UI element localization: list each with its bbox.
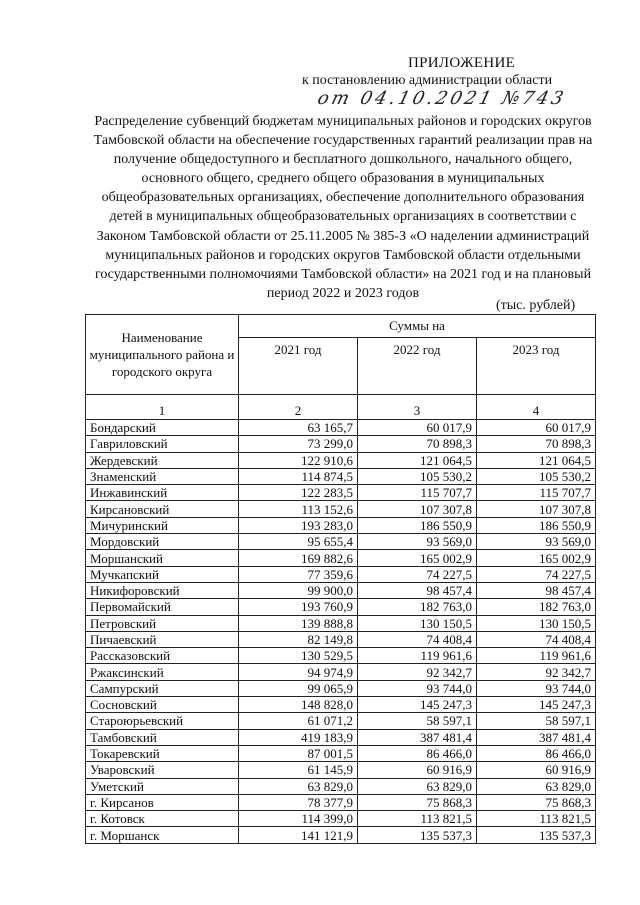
table-row (86, 550, 596, 566)
table-row (86, 615, 596, 631)
row-value-2023: 92 342,7 (477, 664, 596, 680)
row-value-2022: 58 597,1 (358, 713, 477, 729)
row-district-name: Мучкапский (86, 566, 239, 582)
row-value-2022: 74 408,4 (358, 631, 477, 647)
row-district-name: Кирсановский (86, 501, 239, 517)
column-header-2023: 2023 год (477, 338, 596, 395)
row-value-2023: 75 868,3 (477, 794, 596, 810)
row-value-2023: 186 550,9 (477, 517, 596, 533)
table-row (86, 729, 596, 745)
row-value-2023: 86 466,0 (477, 745, 596, 761)
row-value-2023: 93 744,0 (477, 680, 596, 696)
row-district-name: Пичаевский (86, 631, 239, 647)
table-row (86, 762, 596, 778)
row-value-2022: 113 821,5 (358, 811, 477, 827)
row-value-2023: 70 898,3 (477, 436, 596, 452)
appendix-subtitle: к постановлению администрации области (302, 73, 553, 88)
row-value-2021: 139 888,8 (239, 615, 358, 631)
row-district-name: Ржаксинский (86, 664, 239, 680)
table-row (86, 436, 596, 452)
row-value-2023: 130 150,5 (477, 615, 596, 631)
table-row (86, 648, 596, 664)
row-district-name: Рассказовский (86, 648, 239, 664)
row-district-name: г. Котовск (86, 811, 239, 827)
table-row (86, 631, 596, 647)
row-district-name: Никифоровский (86, 582, 239, 598)
row-value-2022: 63 829,0 (358, 778, 477, 794)
table-body (86, 420, 596, 844)
row-value-2021: 61 145,9 (239, 762, 358, 778)
row-value-2021: 193 760,9 (239, 599, 358, 615)
row-value-2021: 122 283,5 (239, 485, 358, 501)
row-value-2022: 70 898,3 (358, 436, 477, 452)
row-value-2023: 145 247,3 (477, 697, 596, 713)
row-value-2022: 145 247,3 (358, 697, 477, 713)
row-value-2022: 93 569,0 (358, 534, 477, 550)
table-row (86, 599, 596, 615)
table-row (86, 778, 596, 794)
table-row (86, 745, 596, 761)
table-row (86, 420, 596, 436)
row-value-2022: 60 916,9 (358, 762, 477, 778)
row-value-2022: 107 307,8 (358, 501, 477, 517)
row-district-name: Инжавинский (86, 485, 239, 501)
row-value-2022: 135 537,3 (358, 827, 477, 843)
row-value-2023: 58 597,1 (477, 713, 596, 729)
row-value-2023: 135 537,3 (477, 827, 596, 843)
row-value-2021: 77 359,6 (239, 566, 358, 582)
row-value-2021: 94 974,9 (239, 664, 358, 680)
row-value-2021: 169 882,6 (239, 550, 358, 566)
row-value-2022: 182 763,0 (358, 599, 477, 615)
row-value-2021: 193 283,0 (239, 517, 358, 533)
row-district-name: Моршанский (86, 550, 239, 566)
row-value-2021: 95 655,4 (239, 534, 358, 550)
appendix-title: ПРИЛОЖЕНИЕ (408, 55, 516, 71)
row-value-2022: 165 002,9 (358, 550, 477, 566)
row-value-2023: 98 457,4 (477, 582, 596, 598)
row-value-2023: 182 763,0 (477, 599, 596, 615)
document-caption: Распределение субвенций бюджетам муниципальных районов и городских округов Тамбовской области на обеспечение государственных гарантий реализации прав на получение общедоступного и бесплатного дошкольного, начального общего, основного общего, среднего общего образования в муниципальных общеобразовательных организациях, обеспечение дополнительного образования детей в муниципальных общеобразовательных организациях в соответствии с Законом Тамбовской области от 25.11.2005 № 385-З «О наделении администраций муниципальных районов и городских округов Тамбовской области отдельными государственными полномочиями Тамбовской области» на 2021 год и на плановый период 2022 и 2023 годов (93, 114, 593, 301)
column-number-4: 4 (477, 395, 596, 420)
table-row (86, 664, 596, 680)
row-district-name: г. Кирсанов (86, 794, 239, 810)
table-row (86, 485, 596, 501)
units-label: (тыс. рублей) (496, 298, 576, 313)
table-row (86, 794, 596, 810)
table-row (86, 452, 596, 468)
table-row (86, 827, 596, 843)
row-value-2021: 141 121,9 (239, 827, 358, 843)
row-value-2021: 130 529,5 (239, 648, 358, 664)
row-district-name: Сампурский (86, 680, 239, 696)
table-row (86, 501, 596, 517)
row-value-2021: 82 149,8 (239, 631, 358, 647)
row-value-2022: 60 017,9 (358, 420, 477, 436)
row-district-name: Бондарский (86, 420, 239, 436)
row-value-2022: 105 530,2 (358, 468, 477, 484)
table-row (86, 566, 596, 582)
row-value-2022: 387 481,4 (358, 729, 477, 745)
row-value-2021: 419 183,9 (239, 729, 358, 745)
row-value-2021: 99 065,9 (239, 680, 358, 696)
column-header-sums: Суммы на (239, 315, 596, 338)
row-district-name: Мордовский (86, 534, 239, 550)
row-value-2021: 114 874,5 (239, 468, 358, 484)
table-row (86, 582, 596, 598)
row-district-name: Староюрьевский (86, 713, 239, 729)
row-value-2022: 92 342,7 (358, 664, 477, 680)
row-district-name: Петровский (86, 615, 239, 631)
row-district-name: Сосновский (86, 697, 239, 713)
column-header-2022: 2022 год (358, 338, 477, 395)
row-value-2023: 74 408,4 (477, 631, 596, 647)
row-value-2021: 87 001,5 (239, 745, 358, 761)
row-district-name: Токаревский (86, 745, 239, 761)
handwritten-date-number: от 04.10.2021 №743 (315, 88, 569, 109)
row-value-2022: 93 744,0 (358, 680, 477, 696)
column-number-1: 1 (86, 395, 239, 420)
row-value-2023: 93 569,0 (477, 534, 596, 550)
row-value-2022: 115 707,7 (358, 485, 477, 501)
table-row (86, 713, 596, 729)
row-district-name: Гавриловский (86, 436, 239, 452)
row-value-2022: 119 961,6 (358, 648, 477, 664)
row-value-2023: 119 961,6 (477, 648, 596, 664)
row-district-name: Знаменский (86, 468, 239, 484)
row-value-2021: 148 828,0 (239, 697, 358, 713)
row-value-2022: 186 550,9 (358, 517, 477, 533)
table-row (86, 811, 596, 827)
column-header-name: Наименование муниципального района и городского округа (86, 315, 239, 395)
row-district-name: Жердевский (86, 452, 239, 468)
row-value-2021: 114 399,0 (239, 811, 358, 827)
row-value-2023: 63 829,0 (477, 778, 596, 794)
row-value-2022: 121 064,5 (358, 452, 477, 468)
row-value-2021: 63 829,0 (239, 778, 358, 794)
row-value-2023: 107 307,8 (477, 501, 596, 517)
row-value-2021: 78 377,9 (239, 794, 358, 810)
row-value-2021: 122 910,6 (239, 452, 358, 468)
row-district-name: Уметский (86, 778, 239, 794)
row-value-2022: 74 227,5 (358, 566, 477, 582)
subvention-table (85, 314, 596, 844)
row-value-2022: 86 466,0 (358, 745, 477, 761)
row-value-2023: 115 707,7 (477, 485, 596, 501)
row-value-2021: 73 299,0 (239, 436, 358, 452)
table-row (86, 697, 596, 713)
row-value-2021: 63 165,7 (239, 420, 358, 436)
row-value-2022: 98 457,4 (358, 582, 477, 598)
row-value-2022: 75 868,3 (358, 794, 477, 810)
row-value-2023: 105 530,2 (477, 468, 596, 484)
row-value-2023: 60 017,9 (477, 420, 596, 436)
row-value-2023: 113 821,5 (477, 811, 596, 827)
row-value-2021: 61 071,2 (239, 713, 358, 729)
row-district-name: Первомайский (86, 599, 239, 615)
row-value-2023: 60 916,9 (477, 762, 596, 778)
row-value-2021: 99 900,0 (239, 582, 358, 598)
row-value-2023: 387 481,4 (477, 729, 596, 745)
row-district-name: Тамбовский (86, 729, 239, 745)
row-value-2022: 130 150,5 (358, 615, 477, 631)
table-row (86, 468, 596, 484)
table-row (86, 534, 596, 550)
row-district-name: Уваровский (86, 762, 239, 778)
row-value-2023: 121 064,5 (477, 452, 596, 468)
table-row (86, 517, 596, 533)
row-district-name: г. Моршанск (86, 827, 239, 843)
row-district-name: Мичуринский (86, 517, 239, 533)
row-value-2023: 165 002,9 (477, 550, 596, 566)
row-value-2023: 74 227,5 (477, 566, 596, 582)
column-header-2021: 2021 год (239, 338, 358, 395)
column-number-2: 2 (239, 395, 358, 420)
table-row (86, 680, 596, 696)
column-number-3: 3 (358, 395, 477, 420)
row-value-2021: 113 152,6 (239, 501, 358, 517)
